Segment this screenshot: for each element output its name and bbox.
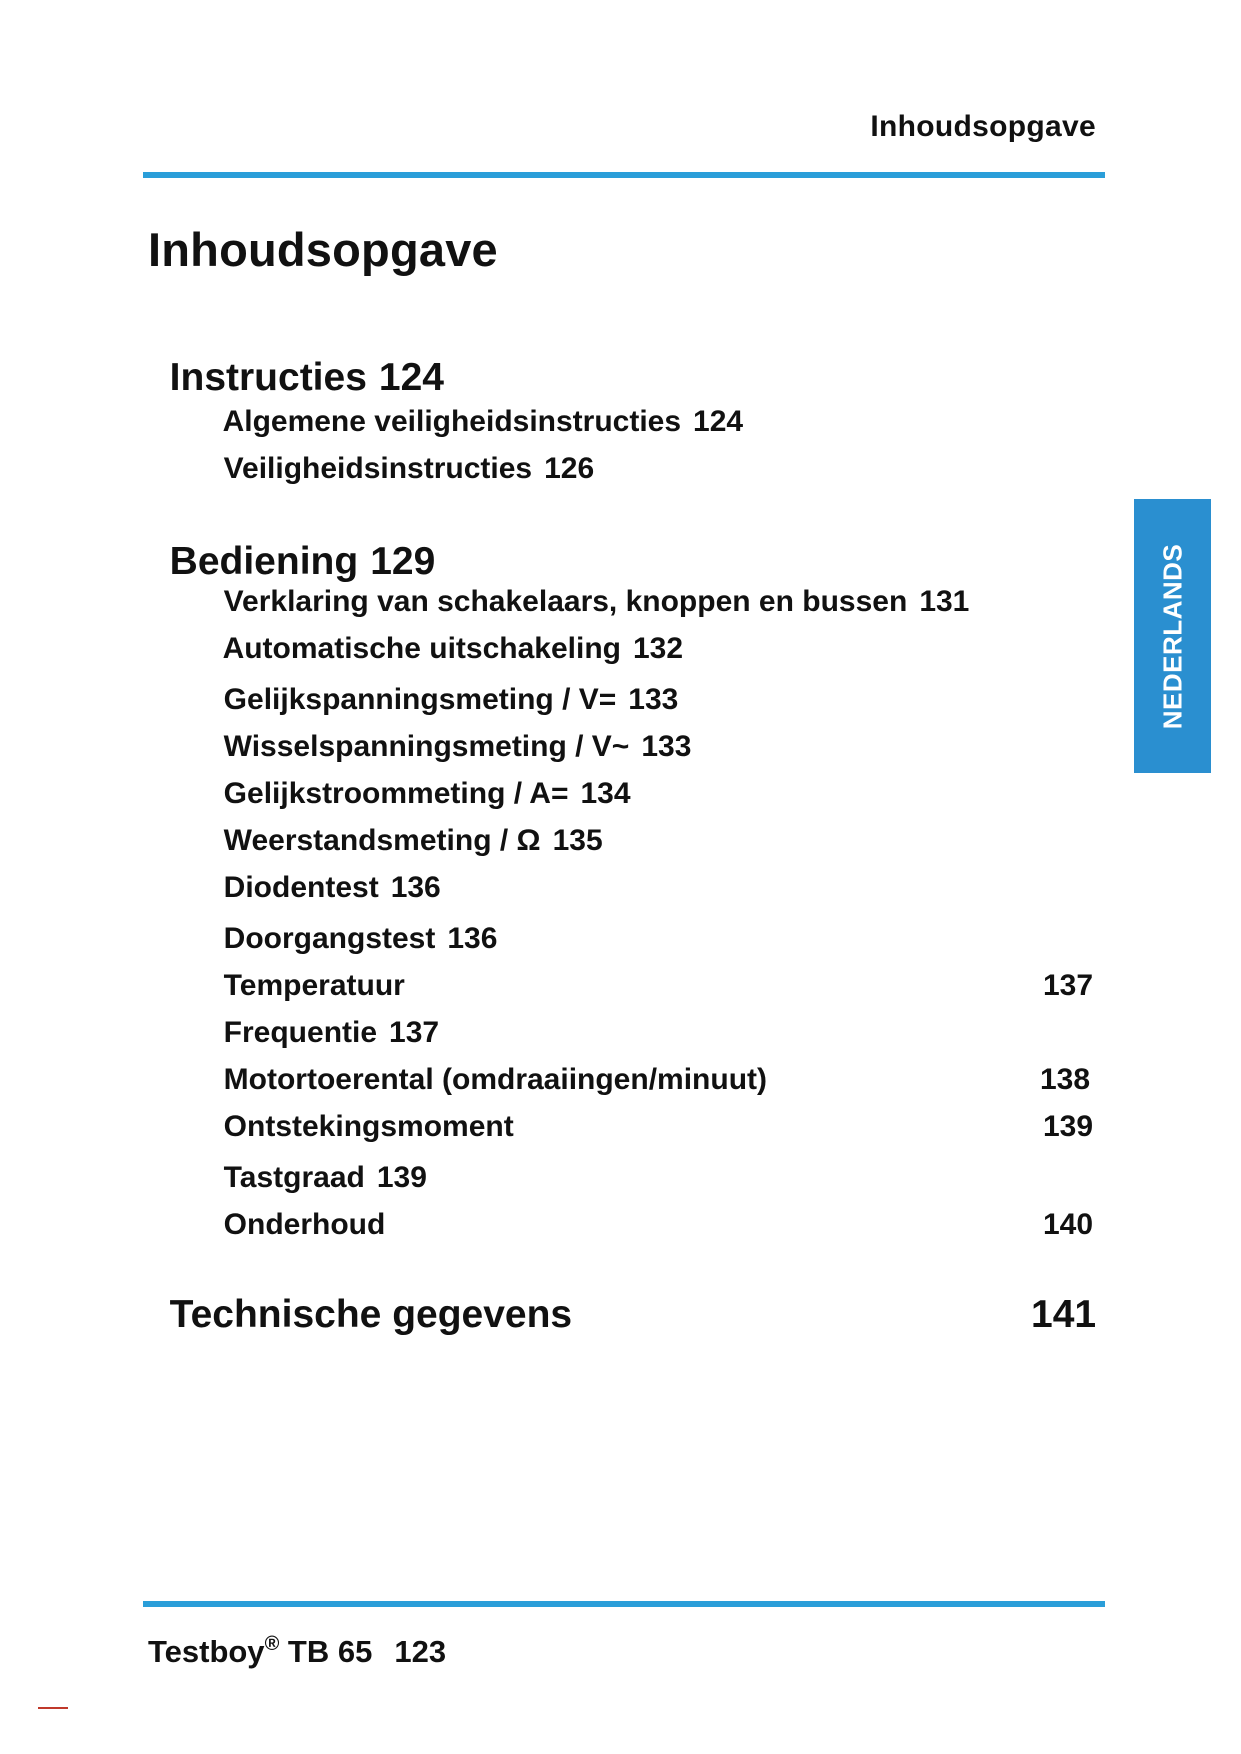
toc-page-number: 129: [370, 540, 436, 583]
toc-page-number: 137: [1043, 969, 1094, 1002]
toc-page-number: 134: [580, 777, 631, 810]
toc-item-label: Temperatuur: [223, 969, 405, 1002]
toc-item-label: Gelijkstroommeting / A=: [223, 777, 569, 810]
footer-trademark: ®: [264, 1633, 280, 1655]
toc-page-number: 137: [389, 1016, 440, 1049]
toc-item-veiligheidsinstructies[interactable]: [207, 418, 594, 486]
running-header: Inhoudsopgave: [870, 110, 1096, 143]
language-side-tab-label: NEDERLANDS: [1157, 543, 1188, 729]
toc-page-number: 126: [544, 452, 595, 485]
toc-page-number: 124: [378, 356, 444, 399]
toc-page-number: 133: [641, 730, 692, 763]
toc-item-label: Verklaring van schakelaars, knoppen en bussen: [223, 585, 908, 618]
toc-page-number: 132: [633, 632, 684, 665]
toc-page-number: 139: [1043, 1110, 1094, 1143]
toc-page-number: 141: [1031, 1293, 1097, 1336]
toc-page-number: 124: [693, 405, 744, 438]
toc-item-label: Algemene veiligheidsinstructies: [222, 405, 682, 438]
toc-section-label: Bediening: [169, 540, 359, 583]
toc-page-number: 138: [1040, 1063, 1091, 1096]
toc-item-label: Tastgraad: [223, 1161, 365, 1194]
toc-item-label: Wisselspanningsmeting / V~: [223, 730, 630, 763]
footer-rule: [143, 1601, 1105, 1607]
toc-page-number: 135: [552, 824, 603, 857]
toc-page-number: 136: [390, 871, 441, 904]
toc-item-label: Automatische uitschakeling: [222, 632, 621, 665]
toc-item-label: Ontstekingsmoment: [223, 1110, 514, 1143]
footer-model: TB 65: [279, 1634, 373, 1669]
toc-page-number: 133: [628, 683, 679, 716]
page-title: Inhoudsopgave: [148, 223, 498, 276]
toc-item-label: Motortoerental (omdraaiingen/minuut): [223, 1063, 767, 1096]
toc-item-label: Veiligheidsinstructies: [223, 452, 533, 485]
toc-item-label: Onderhoud: [223, 1208, 386, 1241]
toc-item-label: Doorgangstest: [223, 922, 436, 955]
toc-item-label: Gelijkspanningsmeting / V=: [223, 683, 617, 716]
toc-item-label: Frequentie: [223, 1016, 378, 1049]
toc-page-number: 136: [447, 922, 498, 955]
toc-page-number: 139: [376, 1161, 427, 1194]
language-side-tab: [1134, 499, 1211, 773]
toc-page-number: 131: [919, 585, 970, 618]
toc-item-label: Weerstandsmeting / Ω: [223, 824, 541, 857]
toc-page-number: 140: [1043, 1208, 1094, 1241]
toc-item-label: Diodentest: [223, 871, 379, 904]
header-rule: [143, 172, 1105, 178]
toc-section-technische-gegevens[interactable]: [148, 1249, 1097, 1337]
corner-mark: [38, 1707, 68, 1709]
toc-section-label: Instructies: [169, 356, 367, 399]
footer: [148, 1633, 446, 1670]
footer-brand: Testboy: [148, 1634, 265, 1669]
footer-page-number: 123: [394, 1634, 447, 1669]
toc-section-label: Technische gegevens: [169, 1293, 573, 1336]
